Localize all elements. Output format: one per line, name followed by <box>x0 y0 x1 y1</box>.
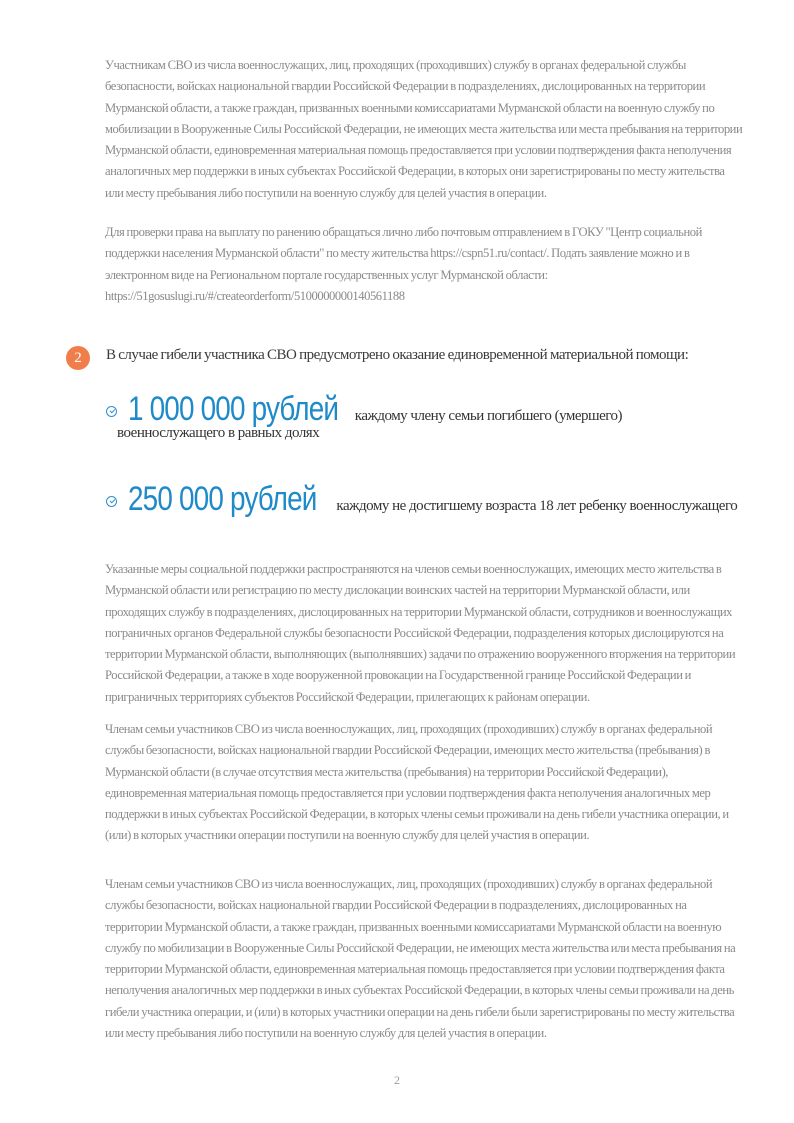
paragraph-text: Членам семьи участников СВО из числа военнослужащих, лиц, проходящих (проходивших) службу в органах федеральной службы безопасности, войсках национальной гвардии Российской Федерации в подразделениях, дислоцированных на территории Мурманской области, а также граждан, призванных военными комиссариатами Мурманской области на военную службу по мобилизации в Вооруженные Силы Российской Федерации, не имеющих места жительства или места пребывания на территории Мурманской области, единовременная материальная помощь предоставляется при условии подтверждения факта неполучения аналогичных мер поддержки в иных субъектах Российской Федерации, в которых члены семьи проживали на день гибели участника операции, и (или) в которых участники операции на день гибели были зарегистрированы по месту жительства или месту пребывания либо поступили на военную службу для целей участия в операции. <box>105 877 736 1041</box>
benefit-item-1 <box>106 390 726 442</box>
paragraph-family-conditions-2 <box>105 874 745 1044</box>
paragraph-family-conditions-1 <box>105 719 745 847</box>
paragraph-verification <box>105 222 745 307</box>
paragraph-text: Указанные меры социальной поддержки распространяются на членов семьи военнослужащих, имеющих место жительства в Мурманской области или регистрацию по месту дислокации воинских частей на территории Мурманской области, или проходящих службу в подразделениях, дислоцированных на территории Мурманской области, сотрудников и военнослужащих пограничных органов Федеральной службы безопасности Российской Федерации, подразделения которых дислоцируются на территории Мурманской области, выполняющих (выполнявших) задачи по отражению вооруженного вторжения на территории Российской Федерации, а также в ходе вооруженной провокации на Государственной границе Российской Федерации и приграничных территориях субъектов Российской Федерации, прилегающих к районам операции. <box>105 562 736 704</box>
page-number: 2 <box>394 1073 400 1087</box>
section-number-badge: 2 <box>66 346 90 370</box>
paragraph-text: Участникам СВО из числа военнослужащих, лиц, проходящих (проходивших) службу в органах федеральной службы безопасности, войсках национальной гвардии Российской Федерации в подразделениях, дислоцированных на территории Мурманской области, а также граждан, призванных военными комиссариатами Мурманской области на военную службу по мобилизации в Вооруженные Силы Российской Федерации, не имеющих места жительства или места пребывания на территории Мурманской области, единовременная материальная помощь предоставляется при условии подтверждения факта неполучения аналогичных мер поддержки в иных субъектах Российской Федерации, в которых они зарегистрированы по месту жительства или месту пребывания либо поступили на военную службу для целей участия в операции. <box>105 58 743 200</box>
paragraph-scope <box>105 559 745 708</box>
benefit-text: каждому не достигшему возраста 18 лет ребенку военнослужащего <box>336 498 738 514</box>
benefit-amount: 250 000 рублей <box>128 480 317 518</box>
paragraph-eligibility <box>105 55 745 204</box>
paragraph-text: Для проверки права на выплату по ранению обращаться лично либо почтовым отправлением в ГОКУ "Центр социальной поддержки населения Мурманской области" по месту жительства https://cspn51.ru/contact/. Подать заявление можно и в электронном виде на Региональном портале государственных услуг Мурманской области: https://51gosuslugi.ru/#/createorderform/5100000000140561188 <box>105 225 702 303</box>
benefit-item-2 <box>106 480 746 519</box>
paragraph-text: Членам семьи участников СВО из числа военнослужащих, лиц, проходящих (проходивших) службу в органах федеральной службы безопасности, войсках национальной гвардии Российской Федерации, имеющих место жительства (пребывания) в Мурманской области (в случае отсутствия места жительства (пребывания) на территории Российской Федерации), единовременная материальная помощь предоставляется при условии подтверждения факта неполучения аналогичных мер поддержки в иных субъектах Российской Федерации, в которых члены семьи проживали на день гибели участника операции, и (или) в которых участники операции поступили на военную службу для целей участия в операции. <box>105 722 729 843</box>
section-heading: В случае гибели участника СВО предусмотрено оказание единовременной материальной помощи: <box>106 347 689 363</box>
benefit-text-continued: военнослужащего в равных долях <box>117 425 320 441</box>
check-circle-icon <box>106 406 117 417</box>
benefit-amount: 1 000 000 рублей <box>128 390 339 428</box>
check-circle-icon <box>106 496 117 507</box>
benefit-text: каждому члену семьи погибшего (умершего) <box>354 408 623 424</box>
